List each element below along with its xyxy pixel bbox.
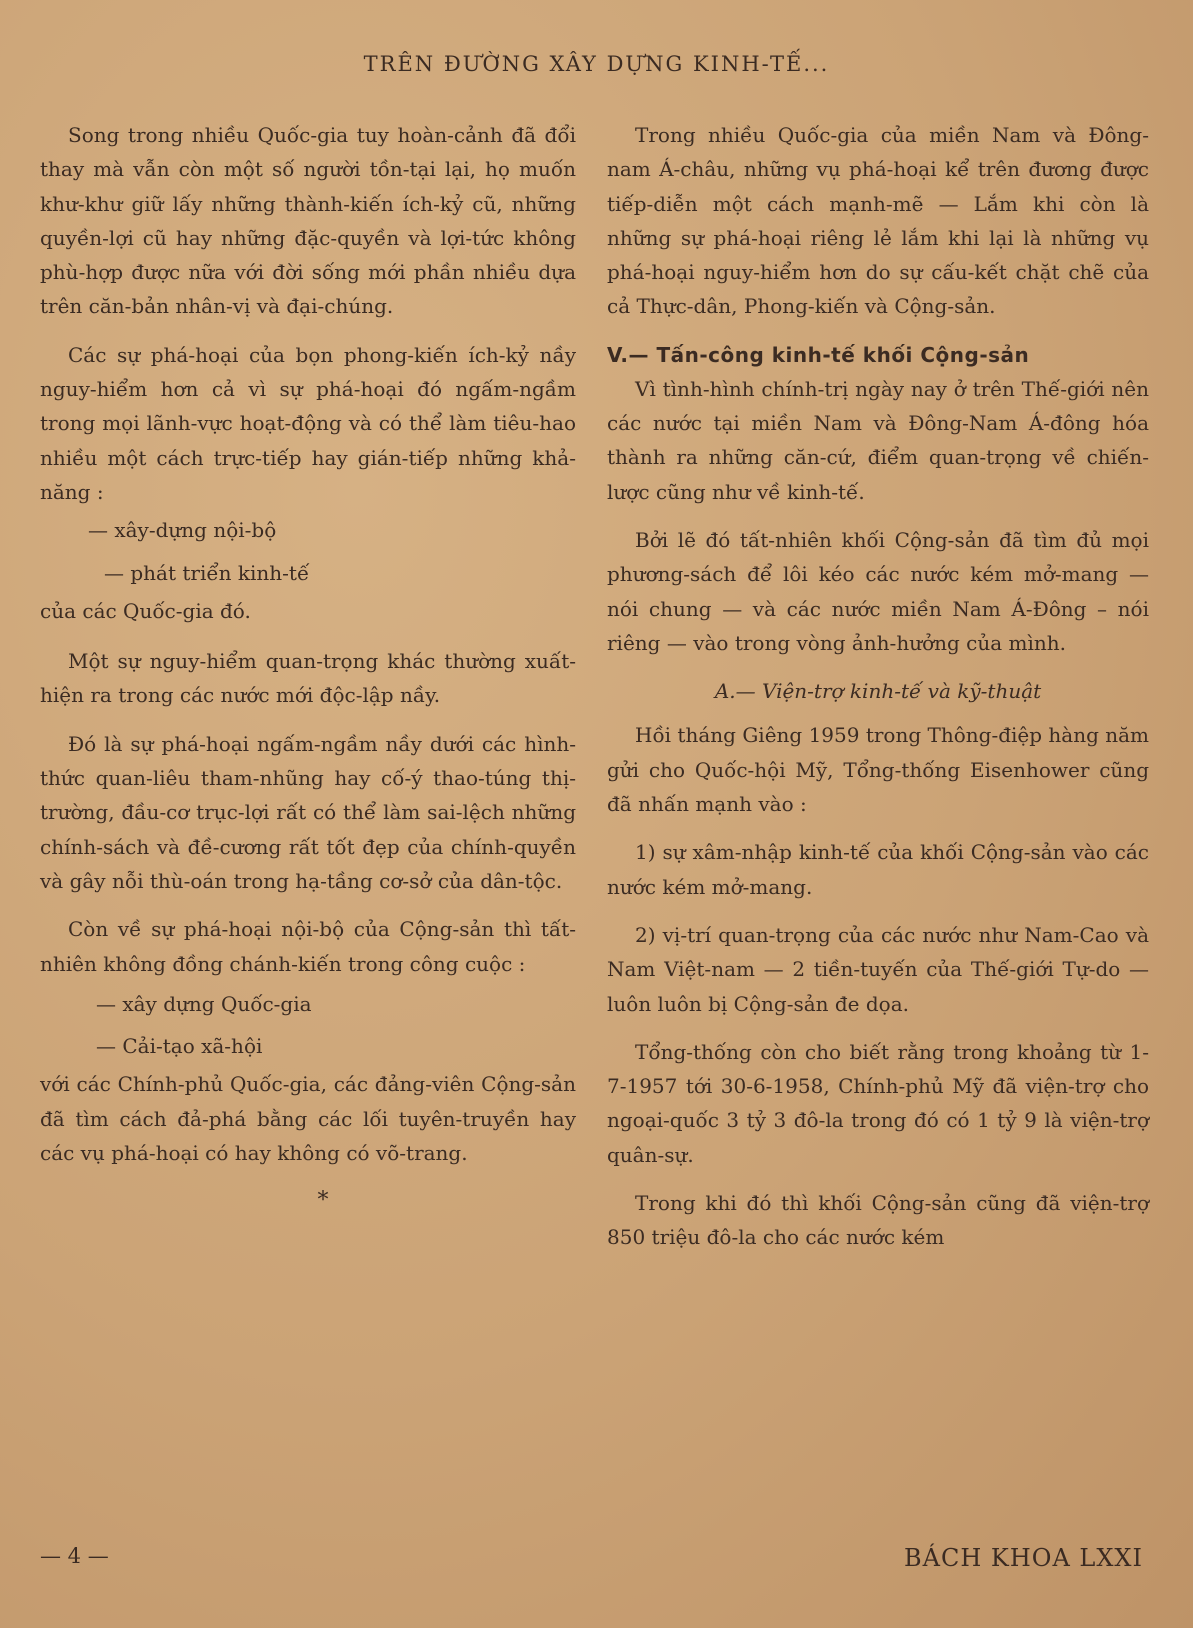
paragraph: 1) sự xâm-nhập kinh-tế của khối Cộng-sản vào các nước kém mở-mang. bbox=[607, 840, 1149, 899]
paragraph-end: với các Chính-phủ Quốc-gia, các đảng-viên Cộng-sản đã tìm cách đả-phá bằng các lối tuyên-truyền hay các vụ phá-hoại có hay không có võ-trang. bbox=[40, 1072, 576, 1166]
paragraph-end: của các Quốc-gia đó. bbox=[40, 598, 251, 623]
section-separator: * bbox=[317, 1188, 329, 1214]
page-number: — 4 — bbox=[40, 1544, 109, 1568]
running-header: TRÊN ĐƯỜNG XÂY DỰNG KINH-TẾ... bbox=[363, 52, 830, 76]
list-item: — xây dựng Quốc-gia bbox=[96, 991, 312, 1016]
paragraph: Vì tình-hình chính-trị ngày nay ở trên Thế-giới nên các nước tại miền Nam và Đông-Nam Á-đông hóa thành ra những căn-cứ, điểm quan-trọng về chiến-lược cũng như về kinh-tế. bbox=[607, 376, 1149, 504]
paragraph: Song trong nhiều Quốc-gia tuy hoàn-cảnh đã đổi thay mà vẫn còn một số người tồn-tại lại, họ muốn khư-khư giữ lấy những thành-kiến ích-kỷ cũ, những quyền-lợi cũ hay những đặc-quyền và lợi-tức không phù-hợp được nữa với đời sống mới phần nhiều dựa trên căn-bản nhân-vị và đại-chúng. bbox=[40, 123, 576, 319]
paragraph: Một sự nguy-hiểm quan-trọng khác thường xuất-hiện ra trong các nước mới độc-lập nầy. bbox=[40, 649, 576, 708]
list-item: — xây-dựng nội-bộ bbox=[88, 518, 277, 543]
paragraph: Các sự phá-hoại của bọn phong-kiến ích-kỷ nầy nguy-hiểm hơn cả vì sự phá-hoại đó ngấm-ngầm trong mọi lãnh-vực hoạt-động và có thể làm tiêu-hao nhiều một cách trực-tiếp hay gián-tiếp những khả-năng : bbox=[40, 342, 576, 504]
paragraph: Trong nhiều Quốc-gia của miền Nam và Đông-nam Á-châu, những vụ phá-hoại kể trên đương được tiếp-diễn một cách mạnh-mẽ — Lắm khi còn là những sự phá-hoại riêng lẻ lắm khi lại là những vụ phá-hoại nguy-hiểm hơn do sự cấu-kết chặt chẽ của cả Thực-dân, Phong-kiến và Cộng-sản. bbox=[607, 123, 1149, 319]
publication-name: BÁCH KHOA LXXI bbox=[904, 1544, 1143, 1572]
paragraph: Hồi tháng Giêng 1959 trong Thông-điệp hàng năm gửi cho Quốc-hội Mỹ, Tổng-thống Eisenhower cũng đã nhấn mạnh vào : bbox=[607, 723, 1150, 817]
list-item: — Cải-tạo xã-hội bbox=[96, 1034, 263, 1059]
paragraph: 2) vị-trí quan-trọng của các nước như Nam-Cao và Nam Việt-nam — 2 tiền-tuyến của Thế-giới Tự-do — luôn luôn bị Cộng-sản đe dọa. bbox=[607, 922, 1149, 1016]
paragraph: Còn về sự phá-hoại nội-bộ của Cộng-sản thì tất-nhiên không đồng chánh-kiến trong công cuộc : bbox=[40, 917, 576, 976]
right-column bbox=[607, 118, 1149, 1269]
paragraph: Đó là sự phá-hoại ngấm-ngầm nầy dưới các hình-thức quan-liêu tham-nhũng hay cố-ý thao-túng thị-trường, đầu-cơ trục-lợi rất có thể làm sai-lệch những chính-sách và đề-cương rất tốt đẹp của chính-quyền và gây nỗi thù-oán trong hạ-tầng cơ-sở của dân-tộc. bbox=[40, 731, 576, 893]
paragraph: Bởi lẽ đó tất-nhiên khối Cộng-sản đã tìm đủ mọi phương-sách để lôi kéo các nước kém mở-mang — nói chung — và các nước miền Nam Á-Đông – nói riêng — vào trong vòng ảnh-hưởng của mình. bbox=[607, 527, 1149, 655]
section-heading: V.— Tấn-công kinh-tế khối Cộng-sản bbox=[607, 342, 1030, 367]
left-column bbox=[40, 118, 576, 1233]
paragraph: Tổng-thống còn cho biết rằng trong khoảng từ 1-7-1957 tới 30-6-1958, Chính-phủ Mỹ đã viện-trợ cho ngoại-quốc 3 tỷ 3 đô-la trong đó có 1 tỷ 9 là viện-trợ quân-sự. bbox=[607, 1039, 1149, 1167]
subsection-heading: A.— Viện-trợ kinh-tế và kỹ-thuật bbox=[714, 679, 1042, 704]
paragraph: Trong khi đó thì khối Cộng-sản cũng đã viện-trợ 850 triệu đô-la cho các nước kém bbox=[607, 1191, 1149, 1250]
list-item: — phát triển kinh-tế bbox=[104, 560, 310, 585]
